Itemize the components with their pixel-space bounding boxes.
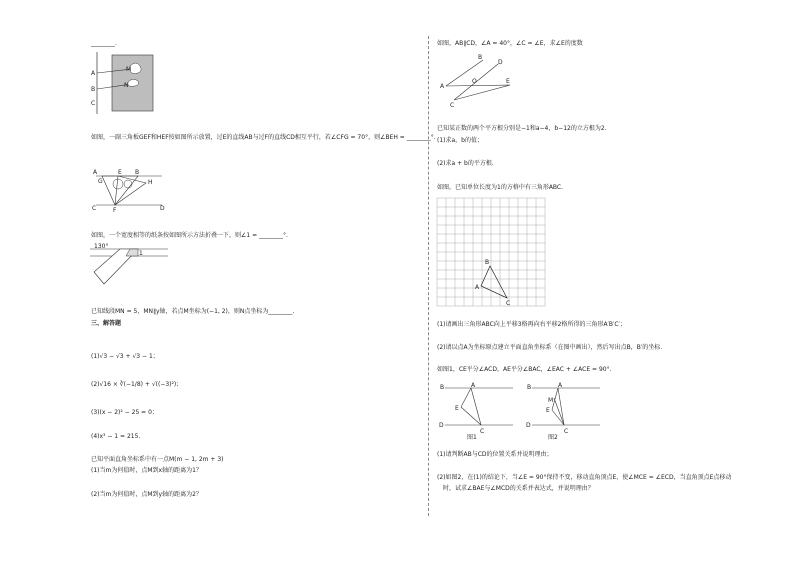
fig-ce1-label-a: A (471, 382, 476, 389)
section-title: 三、解答题 (91, 320, 122, 327)
fig3-label-angle: 130° (94, 243, 109, 250)
question-ce-1: (1)请判断AB与CD的位置关系并说明理由； (437, 451, 553, 458)
fig2-label-h: H (148, 179, 153, 186)
figure-ce-1 (437, 380, 517, 442)
calc-item-3: (3)(x − 2)² − 25 = 0； (91, 409, 158, 416)
fig1-label-b: B (91, 86, 96, 93)
question-sqrt-1: (1)求a，b的值； (437, 137, 483, 144)
fig2-label-e: E (118, 169, 122, 176)
question-point-intro: 已知平面直角坐标系中有一点M(m − 1, 2m + 3) (91, 456, 224, 463)
fig1-label-a: A (91, 70, 96, 77)
figure-ce-2 (524, 380, 604, 442)
fig2-label-b: B (135, 169, 140, 176)
fig-ce2-label-a: A (558, 382, 563, 389)
figure-square-line (86, 52, 166, 114)
question-ce-2b: 时，试求∠BAE与∠MCD的关系并表达式，并说明理由？ (443, 485, 594, 492)
fig-parallel-label-e: E (506, 78, 510, 85)
question-paper-fold: 如图，一个宽度相等的纸条按如图所示方法折叠一下，则∠1 = ________°. (91, 232, 288, 239)
fig-ce1-caption: 图1 (467, 434, 477, 441)
fig-ce1-label-d: D (439, 422, 444, 429)
question-parallel: 如图，AB∥CD，∠A = 40°，∠C = ∠E，求∠E的度数 (437, 40, 583, 47)
column-divider (428, 36, 429, 516)
fig-ce2-label-c: C (564, 428, 569, 435)
fig-ce2-label-b: B (527, 384, 532, 391)
fig2-label-a: A (93, 169, 98, 176)
fig-ce2-caption: 图2 (548, 434, 558, 441)
fig-parallel-label-b: B (478, 54, 483, 61)
fig1-label-m: M (126, 66, 132, 73)
question-grid-2: (2)请以点A为坐标原点建立平面直角坐标系（在图中画出），然后写出点B，B′的坐标. (437, 344, 663, 351)
question-mn: 已知线段MN = 5，MN∥y轴，若点M坐标为(−1, 2)，则N点坐标为________. (91, 308, 295, 315)
fig-ce1-label-b: B (440, 384, 445, 391)
question-point-1: (1)当m为何值时，点M到x轴的距离为1？ (91, 467, 202, 474)
blank-line: ________. (91, 40, 117, 47)
grid-label-b: B (485, 259, 490, 266)
question-triangle-ruler: 如图，一副三角板GEF和HEF按如图所示放置，过E的直线AB与过F的直线CD相互平行，若∠CFG = 70°，则∠BEH = ________°. (91, 134, 436, 141)
calc-item-1: (1)√3 − √3 + √3 − 1； (91, 353, 159, 360)
fig-ce2-label-d: D (526, 422, 531, 429)
calc-item-4: (4)x³ − 1 = 215. (91, 433, 141, 440)
figure-paper-fold (90, 242, 172, 290)
fig-ce1-label-c: C (480, 428, 485, 435)
fig3-label-1: 1 (139, 250, 143, 257)
question-sqrt-intro: 已知某正数的两个平方根分别是−1和a−4，b−12的立方根为2. (437, 125, 607, 132)
fig2-label-g: G (98, 178, 103, 185)
fig-ce1-label-e: E (455, 405, 459, 412)
question-grid-1: (1)请画出三角形ABC向上平移3格再向右平移2格所得的三角形A′B′C′； (437, 321, 626, 328)
question-sqrt-2: (2)求a + b的平方根. (437, 160, 494, 167)
figure-triangle-rulers (88, 164, 168, 214)
fig-parallel-label-o: O (472, 78, 477, 85)
question-point-2: (2)当m为何值时，点M到y轴的距离为2？ (91, 491, 202, 498)
fig-parallel-label-d: D (498, 59, 503, 66)
fig1-label-c: C (91, 100, 96, 107)
fig2-label-d: D (160, 205, 165, 212)
fig2-label-f: F (113, 207, 117, 214)
grid-label-c: C (506, 300, 511, 307)
fig2-label-c: C (92, 205, 97, 212)
figure-parallel-lines (438, 52, 518, 108)
fig-parallel-label-c: C (450, 102, 455, 109)
question-ce-2a: (2)如图2，在(1)的结论下，当∠E = 90°保持不变，移动直角顶点E，使∠MCE = ∠ECD，当直角顶点E点移动 (437, 474, 732, 481)
question-grid-intro: 如图，已知单位长度为1的方格中有三角形ABC. (437, 184, 564, 191)
question-ce-intro: 如图1，CE平分∠ACD，AE平分∠BAC，∠EAC + ∠ACE = 90°. (437, 366, 612, 373)
fig1-label-n: N (124, 82, 129, 89)
figure-grid (437, 198, 547, 308)
fig-parallel-label-a: A (440, 83, 445, 90)
fig-ce2-label-e: E (546, 407, 550, 414)
calc-item-2: (2)√16 × ∛(−1/8) + √((−3)²)； (91, 381, 183, 388)
grid-label-a: A (475, 284, 480, 291)
fig-ce2-label-m: M (548, 397, 554, 404)
